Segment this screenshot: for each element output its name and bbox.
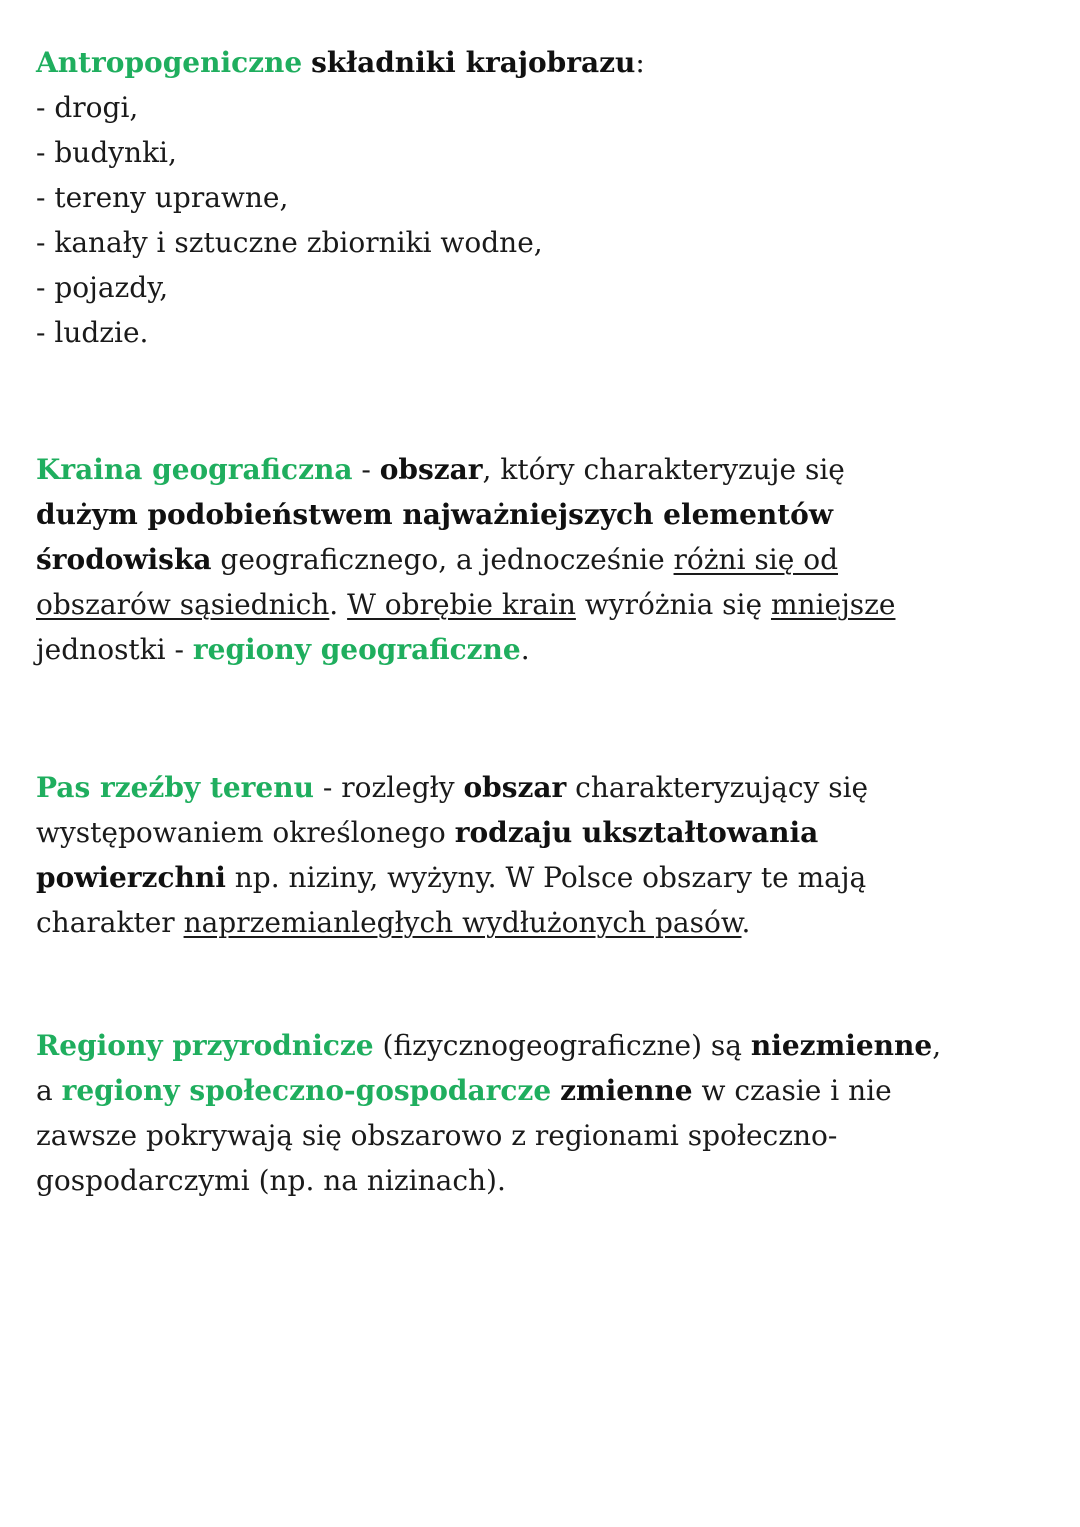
- text-run: -: [352, 453, 380, 486]
- text-run: charakteryzujący się: [566, 771, 869, 804]
- text-line: [36, 310, 645, 355]
- underlined-text: obszarów sąsiednich: [36, 588, 330, 621]
- text-run: - kanały i sztuczne zbiorniki wodne,: [36, 226, 543, 259]
- text-line: [36, 175, 645, 220]
- bold-text: powierzchni: [36, 861, 226, 894]
- text-run: :: [635, 46, 645, 79]
- text-run: w czasie i nie: [692, 1074, 892, 1107]
- highlighted-term: regiony geograficzne: [192, 633, 521, 666]
- bold-text: środowiska: [36, 543, 212, 576]
- bold-text: niezmienne: [750, 1029, 933, 1062]
- text-run: gospodarczymi (np. na nizinach).: [36, 1164, 506, 1197]
- text-run: charakter: [36, 906, 184, 939]
- text-line: [36, 810, 868, 855]
- text-run: (fizycznogeograficzne) są: [373, 1029, 751, 1062]
- text-run: a: [36, 1074, 62, 1107]
- text-run: [551, 1074, 560, 1107]
- paragraph-relief-belt: [36, 765, 868, 945]
- text-run: [302, 46, 311, 79]
- text-line: [36, 765, 868, 810]
- text-line: [36, 1023, 941, 1068]
- text-run: - budynki,: [36, 136, 177, 169]
- text-line: [36, 492, 895, 537]
- text-line: [36, 1158, 941, 1203]
- text-run: wyróżnia się: [575, 588, 771, 621]
- text-line: [36, 447, 895, 492]
- underlined-text: W obrębie krain: [347, 588, 576, 621]
- text-run: ,: [932, 1029, 942, 1062]
- underlined-text: różni się od: [673, 543, 839, 576]
- text-line: [36, 855, 868, 900]
- text-run: .: [520, 633, 530, 666]
- text-run: - pojazdy,: [36, 271, 169, 304]
- paragraph-anthropogenic-components: [36, 40, 645, 355]
- highlighted-term: regiony społeczno-gospodarcze: [61, 1074, 552, 1107]
- text-line: [36, 537, 895, 582]
- text-line: [36, 1113, 941, 1158]
- text-line: [36, 627, 895, 672]
- highlighted-term: Regiony przyrodnicze: [36, 1029, 374, 1062]
- bold-text: zmienne: [560, 1074, 693, 1107]
- underlined-text: naprzemianległych wydłużonych pasów: [183, 906, 742, 939]
- highlighted-term: Kraina geograficzna: [36, 453, 353, 486]
- text-line: [36, 220, 645, 265]
- bold-text: rodzaju ukształtowania: [454, 816, 819, 849]
- text-line: [36, 85, 645, 130]
- bold-text: składniki krajobrazu: [311, 46, 636, 79]
- paragraph-natural-regions: [36, 1023, 941, 1203]
- text-line: [36, 130, 645, 175]
- text-run: - ludzie.: [36, 316, 149, 349]
- text-run: jednostki -: [36, 633, 193, 666]
- bold-text: obszar: [379, 453, 483, 486]
- underlined-text: mniejsze: [770, 588, 896, 621]
- text-line: [36, 582, 895, 627]
- text-run: zawsze pokrywają się obszarowo z regionami społeczno-: [36, 1119, 838, 1152]
- text-run: - drogi,: [36, 91, 139, 124]
- text-run: np. niziny, wyżyny. W Polsce obszary te mają: [225, 861, 867, 894]
- text-run: - rozległy: [313, 771, 464, 804]
- bold-text: dużym podobieństwem najważniejszych elementów: [36, 498, 833, 531]
- highlighted-term: Pas rzeźby terenu: [36, 771, 314, 804]
- paragraph-geographic-land: [36, 447, 895, 672]
- text-line: [36, 900, 868, 945]
- text-run: geograficznego, a jednocześnie: [211, 543, 674, 576]
- text-run: - tereny uprawne,: [36, 181, 289, 214]
- text-line: [36, 265, 645, 310]
- highlighted-term: Antropogeniczne: [36, 46, 303, 79]
- text-run: występowaniem określonego: [36, 816, 455, 849]
- text-line: [36, 40, 645, 85]
- text-run: .: [329, 588, 348, 621]
- bold-text: obszar: [463, 771, 567, 804]
- text-run: , który charakteryzuje się: [482, 453, 845, 486]
- text-line: [36, 1068, 941, 1113]
- text-run: .: [741, 906, 751, 939]
